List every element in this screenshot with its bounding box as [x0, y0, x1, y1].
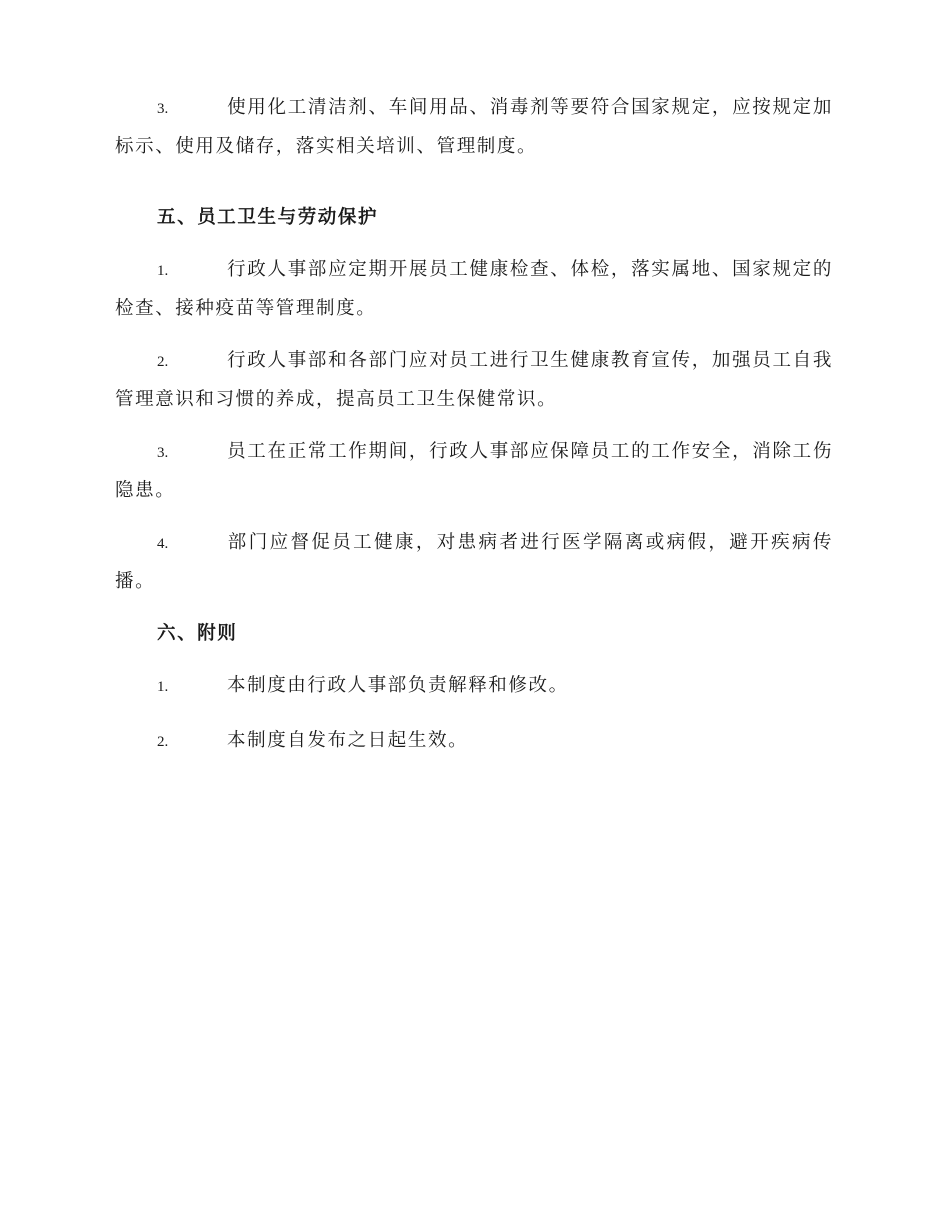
item-number: 2. [157, 354, 169, 370]
list-item [115, 89, 833, 165]
item-number: 2. [157, 734, 169, 750]
item-number: 4. [157, 536, 169, 552]
section-heading: 五、员工卫生与劳动保护 [157, 207, 379, 228]
item-text: 使用化工清洁剂、车间用品、消毒剂等要符合国家规定，应按规定加标示、使用及储存，落实相关培训、管理制度。 [115, 97, 833, 157]
item-number: 3. [157, 101, 169, 117]
list-item [115, 722, 833, 761]
item-text: 行政人事部和各部门应对员工进行卫生健康教育宣传，加强员工自我管理意识和习惯的养成，提高员工卫生保健常识。 [115, 350, 833, 410]
list-item [115, 251, 833, 327]
list-item [115, 524, 833, 600]
item-text: 部门应督促员工健康，对患病者进行医学隔离或病假，避开疾病传播。 [115, 532, 833, 592]
section-heading: 六、附则 [157, 623, 238, 644]
list-item [115, 342, 833, 418]
item-text: 员工在正常工作期间，行政人事部应保障员工的工作安全，消除工伤隐患。 [115, 441, 833, 501]
list-item [115, 667, 833, 706]
item-text: 本制度自发布之日起生效。 [227, 730, 469, 751]
item-number: 1. [157, 263, 169, 279]
list-item [115, 433, 833, 509]
item-number: 1. [157, 679, 169, 695]
item-text: 行政人事部应定期开展员工健康检查、体检，落实属地、国家规定的检查、接种疫苗等管理制度。 [115, 259, 833, 319]
item-text: 本制度由行政人事部负责解释和修改。 [227, 675, 569, 696]
item-number: 3. [157, 445, 169, 461]
